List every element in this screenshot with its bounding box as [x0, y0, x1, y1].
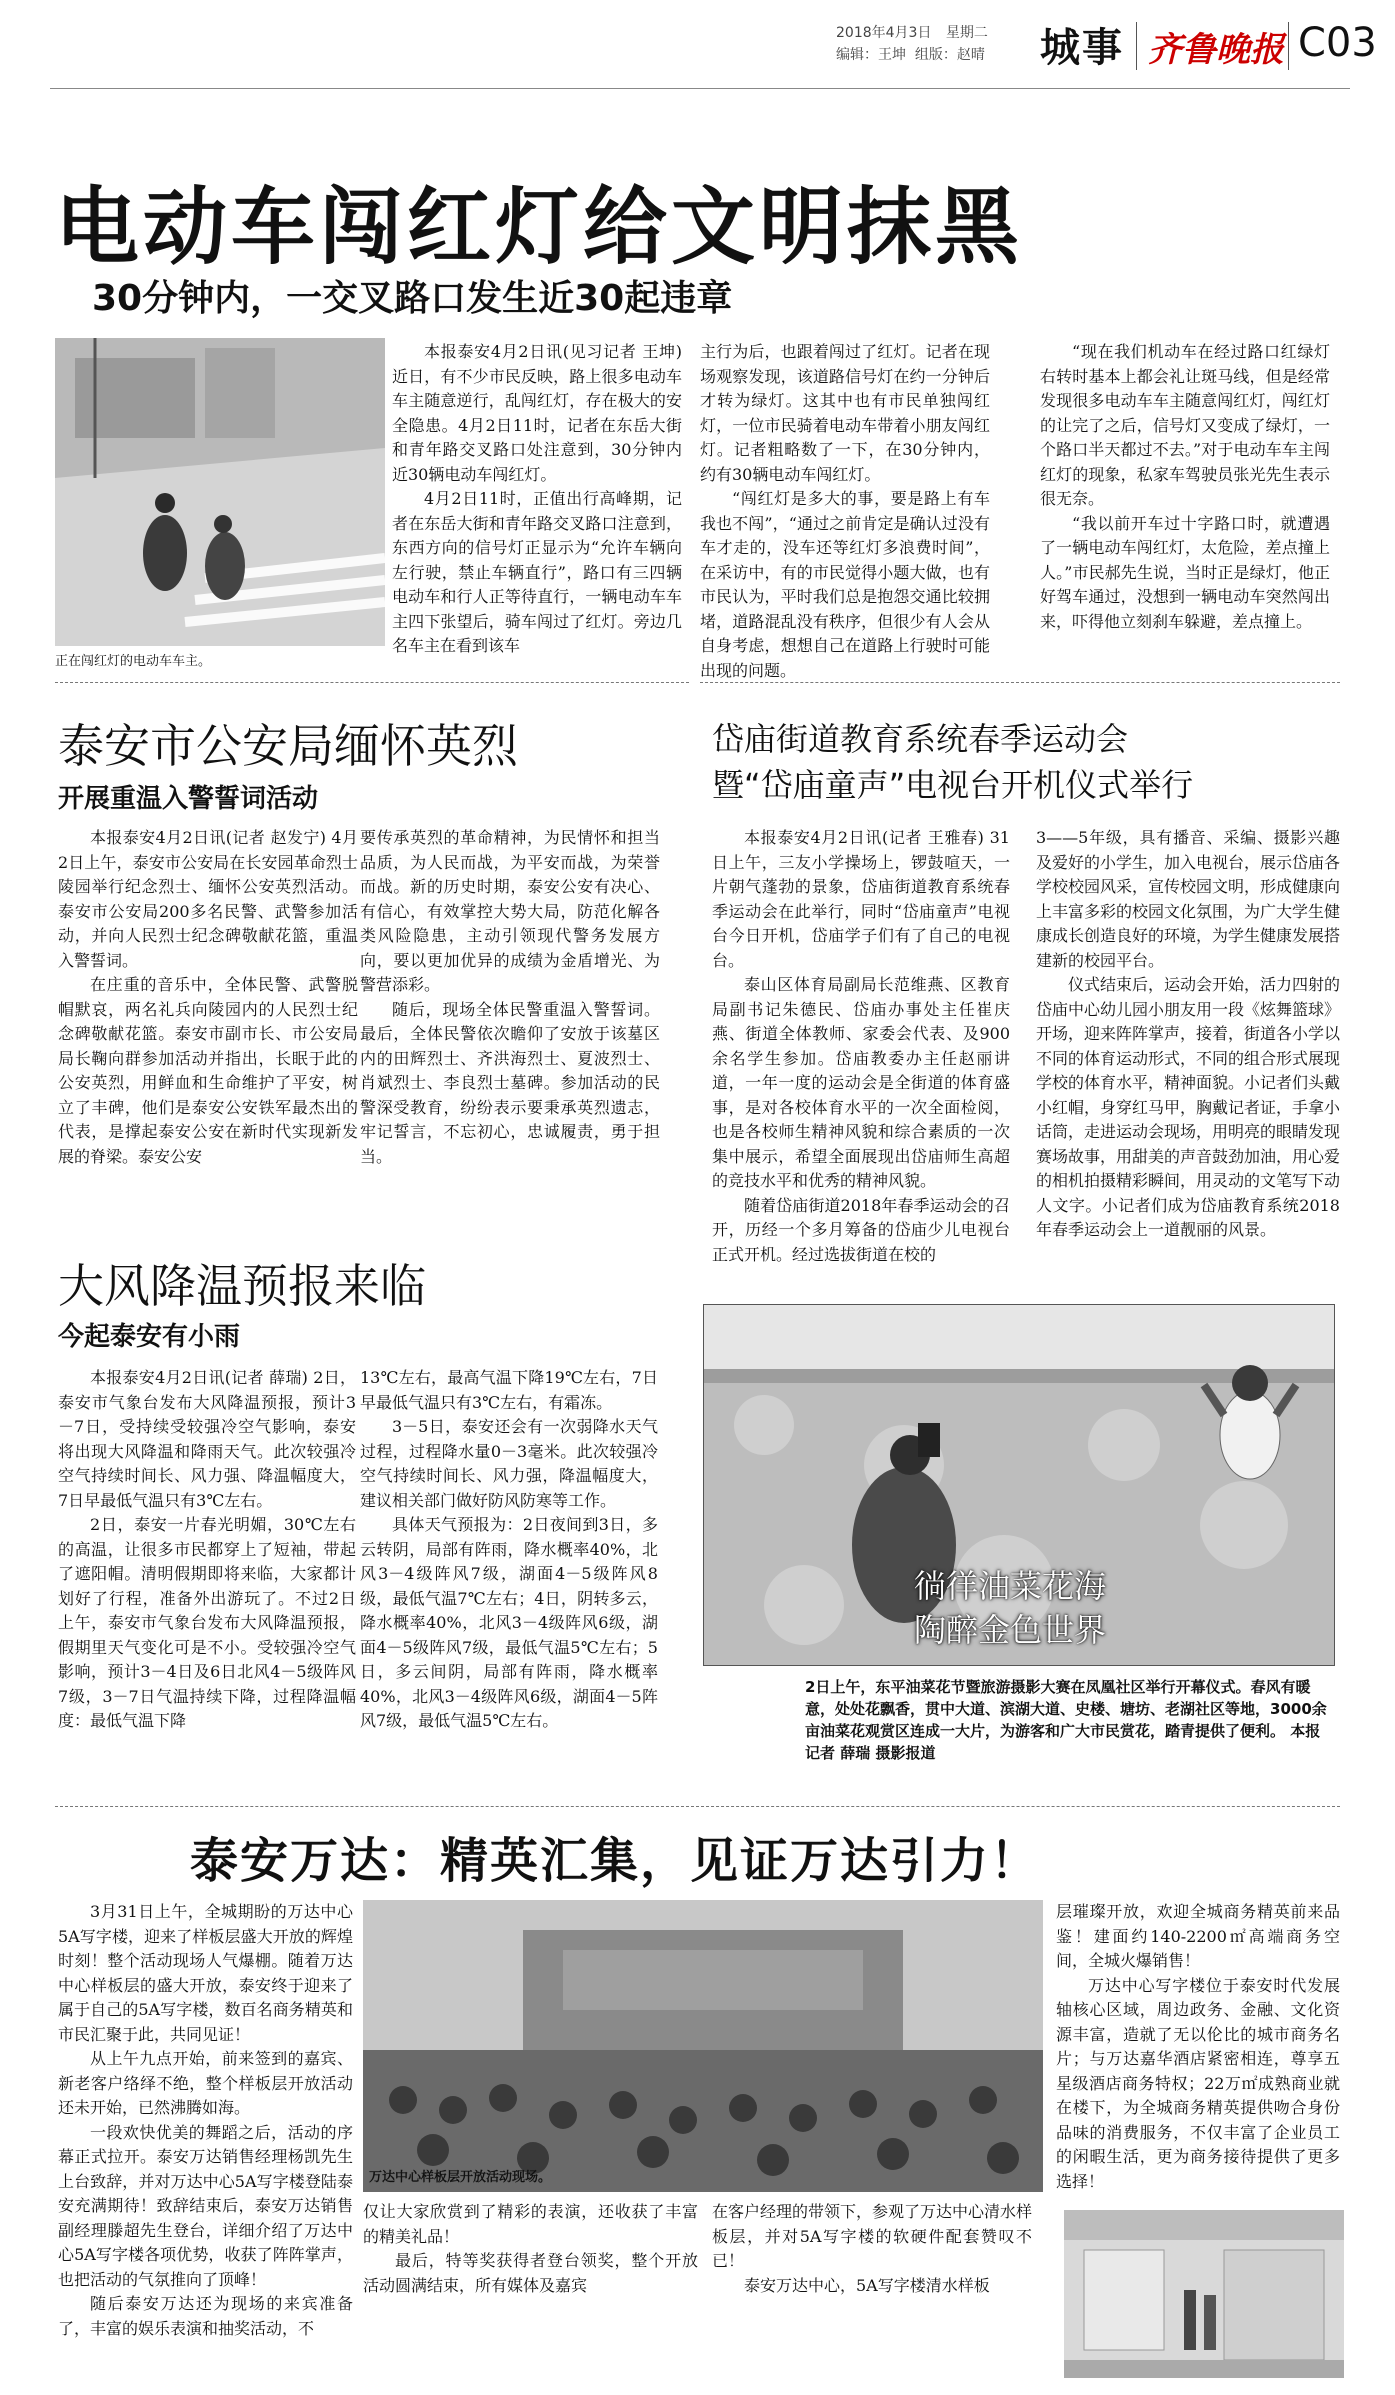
lead-paragraph: “闯红灯是多大的事，要是路上有车我也不闯”，“通过之前肯定是确认过没有车才走的，没车还等红灯多浪费时间”，在采访中，有的市民觉得小题大做，也有市民认为，平时我们总是抱怨交通比较拥堵，道路混乱没有秩序，但很少有人会从自身考虑，想想自己在道路上行驶时可能出现的问题。 — [700, 489, 990, 680]
weather-title: 大风降温预报来临 — [58, 1259, 426, 1313]
flower-overlay-line-2: 陶醉金色世界 — [914, 1611, 1107, 1649]
wanda-event-photo — [363, 1900, 1043, 2192]
lead-column-1 — [392, 340, 682, 659]
section-rule-3 — [55, 1806, 1340, 1807]
police-paragraph: 在庄重的音乐中，全体民警、武警脱帽默哀，两名礼兵向陵园内的人民烈士纪念碑敬献花篮。泰安市副市长、市公安局局长鞠向群参加活动并指出，长眠于此的公安英烈，用鲜血和生命维护了平安，树立了丰碑，他们是泰安公安铁军最杰出的代表，是撑起泰安公安在新时代实现新发展的脊梁。泰安公安 — [58, 975, 358, 1166]
weather-subtitle: 今起泰安有小雨 — [58, 1322, 241, 1352]
lead-paragraph: 本报泰安4月2日讯(见习记者 王坤) 近日，有不少市民反映，路上很多电动车车主随意逆行，乱闯红灯，存在极大的安全隐患。4月2日11时，记者在东岳大街和青年路交叉路口处注意到，30分钟内近30辆电动车闯红灯。 — [392, 342, 682, 484]
sports-paragraph: 泰山区体育局副局长范维燕、区教育局副书记朱德民、岱庙办事处主任崔庆燕、街道全体教师、家委会代表、及900余名学生参加。岱庙教委办主任赵丽讲道，一年一度的运动会是全街道的体育盛事，是对各校体育水平的一次全面检阅，也是各校师生精神风貌和综合素质的一次集中展示，希望全面展现出岱庙师生高超的竞技水平和优秀的精神风貌。 — [712, 975, 1010, 1190]
sports-column-1 — [712, 826, 1010, 1267]
header-divider-1 — [1136, 22, 1137, 70]
flower-overlay-line-1: 徜徉油菜花海 — [914, 1567, 1107, 1605]
traffic-photo-drawing — [55, 338, 385, 646]
police-title: 泰安市公安局缅怀英烈 — [58, 719, 518, 773]
lead-paragraph: “我以前开车过十字路口时，就遭遇了一辆电动车闯红灯，太危险，差点撞上人。”市民郝先生说，当时正是绿灯，他正好驾车通过，没想到一辆电动车突然闯出来，吓得他立刻刹车躲避，差点撞上。 — [1040, 513, 1330, 631]
police-subtitle: 开展重温入警誓词活动 — [58, 784, 319, 814]
header-divider-2 — [1288, 22, 1289, 70]
police-column-1 — [58, 826, 358, 1169]
header-editor: 编辑：王坤 组版：赵晴 — [836, 47, 985, 63]
lead-paragraph: “现在我们机动车在经过路口红绿灯右转时基本上都会礼让斑马线，但是经常发现很多电动车车主随意闯红灯，闯红灯的让完了之后，信号灯又变成了绿灯，一个路口半天都过不去。”对于电动车车主闯红灯的现象，私家车驾驶员张光先生表示很无奈。 — [1040, 342, 1330, 508]
wanda-title: 泰安万达：精英汇集，见证万达引力！ — [190, 1833, 1041, 1889]
sports-title-2: 暨“岱庙童声”电视台开机仪式举行 — [712, 766, 1194, 804]
wanda-paragraph: 万达中心写字楼位于泰安时代发展轴核心区域，周边政务、金融、文化资源丰富，造就了无以伦比的城市商务名片；与万达嘉华酒店紧密相连，尊享五星级酒店商务特权；22万㎡成熟商业就在楼下，为全城商务精英提供吻合身份品味的消费服务，不仅丰富了企业员工的闲暇生活，更为商务接待提供了更多选择！ — [1056, 1975, 1340, 2191]
wanda-column-2 — [363, 2200, 698, 2298]
wanda-column-3 — [712, 2200, 1032, 2298]
sports-title-1: 岱庙街道教育系统春季运动会 — [712, 720, 1129, 758]
weather-column-2 — [360, 1366, 658, 1734]
wanda-photo-caption: 万达中心样板层开放活动现场。 — [369, 2170, 552, 2185]
wanda-paragraph: 最后，特等奖获得者登台领奖，整个开放活动圆满结束，所有媒体及嘉宾 — [363, 2251, 698, 2295]
flower-caption: 2日上午，东平油菜花节暨旅游摄影大赛在凤凰社区举行开幕仪式。春风有暖意，处处花飘香，贯中大道、滨湖大道、史楼、塘坊、老湖社区等地，3000余亩油菜花观赏区连成一大片，为游客和广大市民赏花，踏青提供了便利。 本报记者 薛瑞 摄影报道 — [805, 1678, 1327, 1762]
wanda-column-4 — [1056, 1900, 1340, 2194]
wanda-paragraph: 3月31日上午，全城期盼的万达中心5A写字楼，迎来了样板层盛大开放的辉煌时刻！整个活动现场人气爆棚。随着万达中心样板层的盛大开放，泰安终于迎来了属于自己的5A写字楼，数百名商务精英和市民汇聚于此，共同见证！ — [58, 1902, 353, 2044]
weather-paragraph: 2日，泰安一片春光明媚，30℃左右的高温，让很多市民都穿上了短袖，带起了遮阳帽。清明假期即将来临，大家都计划好了行程，准备外出游玩了。不过2日上午，泰安市气象台发布大风降温预报，假期里天气变化可是不小。受较强冷空气影响，预计3－4日及6日北风4－5级阵风7级，3－7日气温持续下降，过程降温幅度：最低气温下降 — [58, 1515, 356, 1730]
wanda-paragraph: 仅让大家欣赏到了精彩的表演，还收获了丰富的精美礼品！ — [363, 2202, 698, 2246]
police-paragraph: 随后，现场全体民警重温入警誓词。最后，全体民警依次瞻仰了安放于该墓区内的田辉烈士、齐洪海烈士、夏波烈士、肖斌烈士、李良烈士墓碑。参加活动的民警深受教育，纷纷表示要秉承英烈遗志，牢记誓言，不忘初心，忠诚履责，勇于担当。 — [360, 999, 660, 1166]
weather-paragraph: 具体天气预报为：2日夜间到3日，多云转阴，局部有阵雨，降水概率40%，北风3－4级阵风7级，湖面4－5级阵风8级，最低气温7℃左右；4日，阴转多云，降水概率40%，北风3－4级阵风6级，湖面4－5级阵风7级，最低气温5℃左右；5日，多云间阴，局部有阵雨，降水概率40%，北风3－4级阵风6级，湖面4－5阵风7级，最低气温5℃左右。 — [360, 1515, 658, 1730]
header-page-no: C03 — [1298, 20, 1377, 66]
weather-paragraph: 3－5日，泰安还会有一次弱降水天气过程，过程降水量0－3毫米。此次较强冷空气持续时间长、风力强，降温幅度大，建议相关部门做好防风防寒等工作。 — [360, 1417, 658, 1510]
wanda-paragraph: 在客户经理的带领下，参观了万达中心清水样板层，并对5A写字楼的软硬件配套赞叹不已！ — [712, 2202, 1033, 2270]
wanda-paragraph: 层璀璨开放，欢迎全城商务精英前来品鉴！建面约140-2200㎡高端商务空间，全城火爆销售！ — [1056, 1902, 1340, 1970]
sports-paragraph: 3——5年级，具有播音、采编、摄影兴趣及爱好的小学生，加入电视台，展示岱庙各学校校园风采，宣传校园文明，形成健康向上丰富多彩的校园文化氛围，为广大学生健康成长创造良好的环境，为学生健康发展搭建新的校园平台。 — [1036, 828, 1341, 970]
section-rule-2 — [700, 682, 1340, 683]
sports-paragraph: 随着岱庙街道2018年春季运动会的召开，历经一个多月筹备的岱庙少儿电视台正式开机。经过选拔街道在校的 — [712, 1195, 1010, 1264]
lead-column-3 — [1040, 340, 1330, 634]
police-paragraph: 本报泰安4月2日讯(记者 赵发宁) 4月2日上午，泰安市公安局在长安园革命烈士陵园举行纪念烈士、缅怀公安英烈活动。泰安市公安局200多名民警、武警参加活动，并向人民烈士纪念碑敬献花篮，重温入警誓词。 — [58, 828, 358, 970]
police-column-2 — [360, 826, 660, 1169]
header-date-text: 2018年4月3日 — [836, 25, 932, 41]
header-section: 城事 — [1040, 24, 1124, 71]
wanda-paragraph: 从上午九点开始，前来签到的嘉宾、新老客户络绎不绝，整个样板层开放活动还未开始，已然沸腾如海。 — [58, 2049, 353, 2117]
lead-column-2 — [700, 340, 990, 683]
wanda-paragraph: 一段欢快优美的舞蹈之后，活动的序幕正式拉开。泰安万达销售经理杨凯先生上台致辞，并对万达中心5A写字楼登陆泰安充满期待！致辞结束后，泰安万达销售副经理滕超先生登台，详细介绍了万达中心5A写字楼各项优势，收获了阵阵掌声，也把活动的气氛推向了顶峰！ — [58, 2122, 353, 2289]
wanda-column-1 — [58, 1900, 353, 2341]
lead-photo-caption: 正在闯红灯的电动车车主。 — [55, 654, 212, 669]
flower-photo — [703, 1304, 1335, 1666]
header-paper-name: 齐鲁晚报 — [1148, 30, 1284, 70]
header-rule — [50, 88, 1350, 89]
sports-column-2 — [1036, 826, 1340, 1243]
weather-paragraph: 本报泰安4月2日讯(记者 薛瑞) 2日，泰安市气象台发布大风降温预报，预计3－7日，受持续受较强冷空气影响，泰安将出现大风降温和降雨天气。此次较强冷空气持续时间长、风力强、降温幅度大，7日早最低气温只有3℃左右。 — [58, 1368, 356, 1510]
wanda-paragraph: 随后泰安万达还为现场的来宾准备了，丰富的娱乐表演和抽奖活动，不 — [58, 2294, 353, 2338]
section-rule-1 — [55, 682, 689, 683]
wanda-paragraph: 泰安万达中心，5A写字楼清水样板 — [744, 2275, 990, 2295]
sports-paragraph: 仪式结束后，运动会开始，活力四射的岱庙中心幼儿园小朋友用一段《炫舞篮球》开场，迎来阵阵掌声，接着，街道各小学以不同的体育运动形式，不同的组合形式展现学校的体育水平，精神面貌。小记者们头戴小红帽，身穿红马甲，胸戴记者证，手拿小话筒，走进运动会现场，用明亮的眼睛发现赛场故事，用甜美的声音鼓劲加油，用心爱的相机拍摄精彩瞬间，用灵动的文笔写下动人文字。小记者们成为岱庙教育系统2018年春季运动会上一道靓丽的风景。 — [1036, 975, 1341, 1239]
lead-photo — [55, 338, 385, 646]
lead-paragraph: 主行为后，也跟着闯过了红灯。记者在现场观察发现，该道路信号灯在约一分钟后才转为绿灯。这其中也有市民单独闯红灯，一位市民骑着电动车带着小朋友闯红灯。记者粗略数了一下，在30分钟内，约有30辆电动车闯红灯。 — [700, 342, 990, 484]
weather-column-1 — [58, 1366, 356, 1734]
wanda-event-drawing — [363, 1900, 1043, 2192]
police-paragraph: 要传承英烈的革命精神，为民情怀和担当品质，为人民而战，为平安而战，为荣誉而战。新的历史时期，泰安公安有决心、有信心，有效掌控大势大局，防范化解各类风险隐患，主动引领现代警务发展方向，要以更加优异的成绩为金盾增光、为警营添彩。 — [360, 828, 660, 994]
wanda-interior-photo — [1064, 2210, 1344, 2378]
lead-subtitle: 30分钟内，一交叉路口发生近30起违章 — [92, 278, 733, 319]
weather-paragraph: 13℃左右，最高气温下降19℃左右，7日早最低气温只有3℃左右，有霜冻。 — [360, 1368, 658, 1412]
office-interior-drawing — [1064, 2210, 1344, 2378]
lead-paragraph: 4月2日11时，正值出行高峰期，记者在东岳大街和青年路交叉路口注意到，东西方向的信号灯正显示为“允许车辆向左行驶，禁止车辆直行”，路口有三四辆电动车和行人正等待直行，一辆电动车车主四下张望后，骑车闯过了红灯。旁边几名车主在看到该车 — [392, 489, 682, 655]
header-weekday: 星期二 — [945, 25, 988, 41]
header-date — [836, 22, 988, 42]
lead-title: 电动车闯红灯给文明抹黑 — [55, 178, 1024, 276]
sports-paragraph: 本报泰安4月2日讯(记者 王雅春) 31日上午，三友小学操场上，锣鼓喧天，一片朝气蓬勃的景象，岱庙街道教育系统春季运动会在此举行，同时“岱庙童声”电视台今日开机，岱庙学子们有了自己的电视台。 — [712, 828, 1010, 970]
